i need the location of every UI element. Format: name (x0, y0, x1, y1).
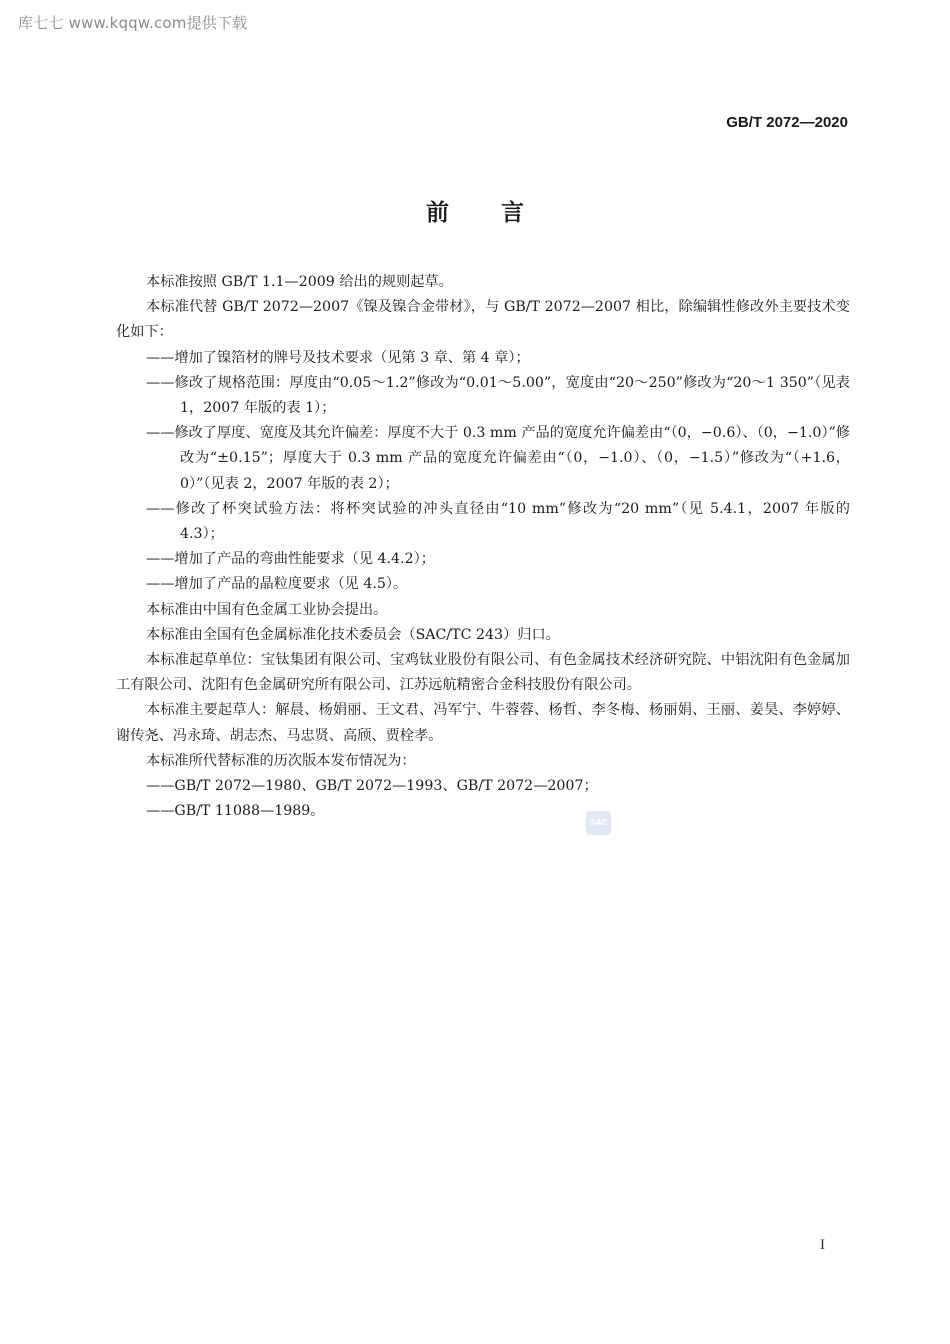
paragraph: 本标准主要起草人：解晨、杨娟丽、王文君、冯军宁、牛蓉蓉、杨哲、李冬梅、杨丽娟、王丽、姜昊、李婷婷、谢传尧、冯永琦、胡志杰、马忠贤、高颀、贾栓孝。 (116, 702, 850, 744)
list-item: ——增加了产品的弯曲性能要求（见 4.4.2）； (146, 551, 435, 568)
list-item: ——GB/T 11088—1989。 (146, 803, 325, 820)
document-body (116, 270, 850, 824)
watermark-text: 库七七 www.kqqw.com提供下载 (18, 14, 248, 32)
paragraph: 本标准起草单位：宝钛集团有限公司、宝鸡钛业股份有限公司、有色金属技术经济研究院、中铝沈阳有色金属加工有限公司、沈阳有色金属研究所有限公司、江苏远航精密合金科技股份有限公司。 (116, 652, 850, 694)
paragraph: 本标准由全国有色金属标准化技术委员会（SAC/TC 243）归口。 (146, 626, 560, 643)
page-title: 前言 (426, 200, 576, 226)
standard-code: GB/T 2072—2020 (726, 114, 848, 131)
paragraph: 本标准代替 GB/T 2072—2007《镍及镍合金带材》，与 GB/T 2072—2007 相比，除编辑性修改外主要技术变化如下： (116, 299, 850, 341)
list-item: ——修改了厚度、宽度及其允许偏差：厚度不大于 0.3 mm 产品的宽度允许偏差由“（0，−0.6）、（0，−1.0）”修改为“±0.15”；厚度大于 0.3 mm 产品的宽度允许偏差由“（0，−1.0）、（0，−1.5）”修改为“（+1.6，0）”（见表 2，2007 年版的表 2）； (146, 425, 850, 492)
list-item: ——修改了规格范围：厚度由“0.05～1.2”修改为“0.01～5.00”，宽度由“20～250”修改为“20～1 350”（见表 1，2007 年版的表 1）； (146, 374, 850, 417)
list-item: ——修改了杯突试验方法：将杯突试验的冲头直径由“10 mm”修改为“20 mm”（见 5.4.1，2007 年版的 4.3）； (146, 500, 850, 543)
list-item: ——GB/T 2072—1980、GB/T 2072—1993、GB/T 2072—2007； (146, 778, 598, 795)
sac-logo-icon: SAC (586, 811, 611, 835)
paragraph: 本标准所代替标准的历次版本发布情况为： (146, 752, 416, 769)
list-item: ——增加了产品的晶粒度要求（见 4.5）。 (146, 576, 408, 593)
paragraph: 本标准由中国有色金属工业协会提出。 (146, 601, 388, 618)
page-number: I (820, 1237, 825, 1253)
paragraph: 本标准按照 GB/T 1.1—2009 给出的规则起草。 (146, 274, 453, 290)
list-item: ——增加了镍箔材的牌号及技术要求（见第 3 章、第 4 章）； (146, 349, 530, 366)
